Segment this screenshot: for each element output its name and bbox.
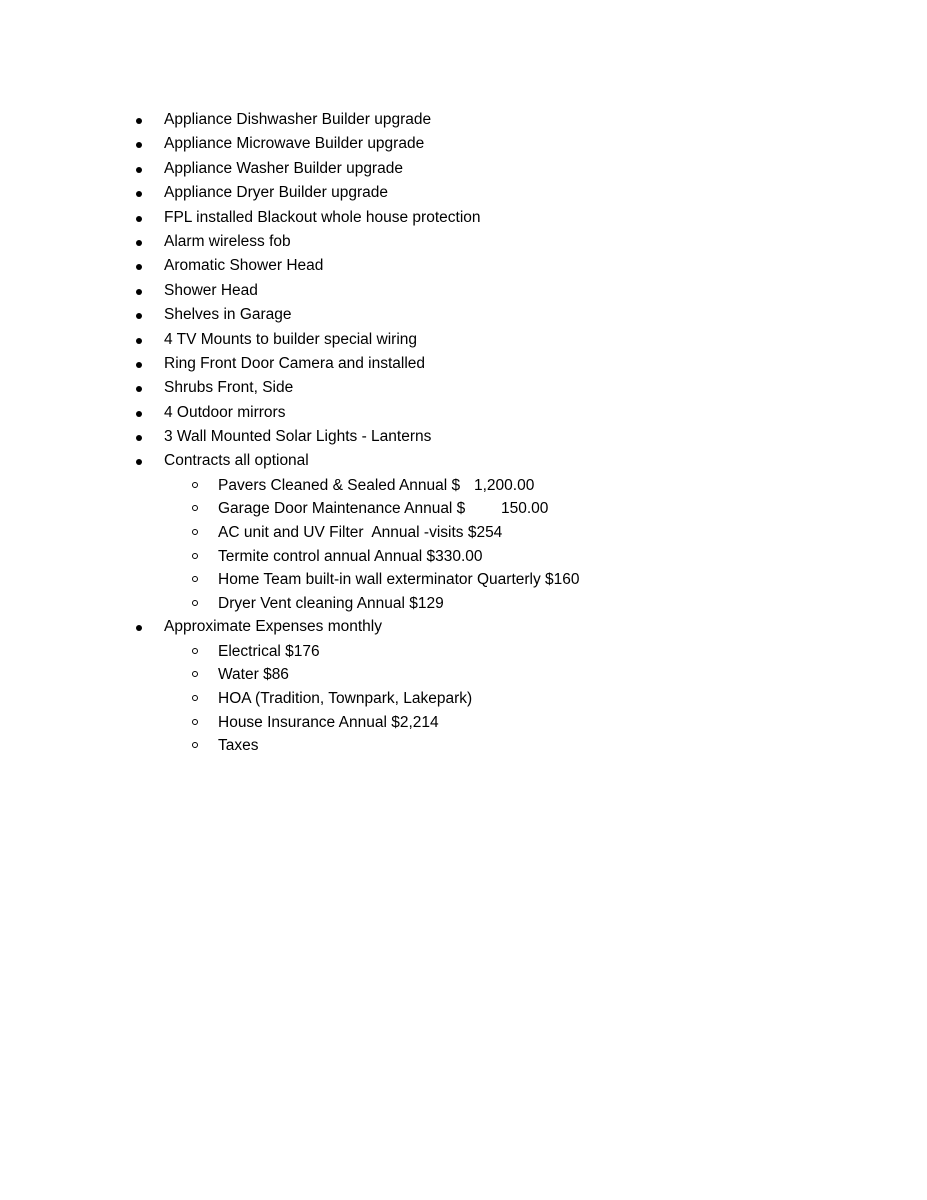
list-item — [0, 108, 927, 132]
item-text: 3 Wall Mounted Solar Lights - Lanterns — [164, 428, 432, 446]
contract-amount: 150.00 — [501, 500, 549, 518]
list-item — [0, 376, 927, 400]
sub-list-item — [0, 687, 927, 711]
hollow-bullet-icon — [192, 600, 198, 606]
item-text: Shelves in Garage — [164, 306, 292, 324]
item-text: Ring Front Door Camera and installed — [164, 354, 426, 372]
bullet-icon — [136, 240, 142, 246]
bullet-list — [0, 108, 927, 758]
item-text: Shrubs Front, Side — [164, 379, 294, 397]
expense-label: Electrical $176 — [218, 642, 320, 660]
item-text: Appliance Washer Builder upgrade — [164, 159, 403, 177]
sub-list-item — [0, 640, 927, 664]
expense-label: House Insurance Annual $2,214 — [218, 713, 439, 731]
hollow-bullet-icon — [192, 671, 198, 677]
contract-label: Termite control annual Annual $330.00 — [218, 547, 483, 565]
contract-amount: 1,200.00 — [474, 476, 535, 494]
list-item — [0, 206, 927, 230]
list-item — [0, 254, 927, 278]
bullet-icon — [136, 167, 142, 173]
bullet-icon — [136, 142, 142, 148]
list-item — [0, 157, 927, 181]
bullet-icon — [136, 459, 142, 465]
hollow-bullet-icon — [192, 553, 198, 559]
hollow-bullet-icon — [192, 742, 198, 748]
bullet-icon — [136, 289, 142, 295]
sub-list-item — [0, 711, 927, 735]
hollow-bullet-icon — [192, 719, 198, 725]
item-text: Contracts all optional — [164, 452, 309, 470]
list-item — [0, 279, 927, 303]
sub-list-item — [0, 734, 927, 758]
list-item-contracts — [0, 449, 927, 473]
list-item — [0, 132, 927, 156]
bullet-icon — [136, 362, 142, 368]
bullet-icon — [136, 338, 142, 344]
list-item — [0, 303, 927, 327]
list-item — [0, 230, 927, 254]
bullet-icon — [136, 264, 142, 270]
contract-label: Home Team built-in wall exterminator Quarterly $160 — [218, 571, 580, 589]
sub-list-item — [0, 474, 927, 498]
item-text: 4 Outdoor mirrors — [164, 403, 286, 421]
bullet-icon — [136, 625, 142, 631]
sub-list-item — [0, 592, 927, 616]
item-text: FPL installed Blackout whole house protection — [164, 208, 481, 226]
sub-list-item — [0, 663, 927, 687]
bullet-icon — [136, 313, 142, 319]
item-text: Appliance Microwave Builder upgrade — [164, 135, 425, 153]
sub-list-item — [0, 545, 927, 569]
bullet-icon — [136, 216, 142, 222]
list-item — [0, 401, 927, 425]
list-item — [0, 352, 927, 376]
item-text: Appliance Dryer Builder upgrade — [164, 184, 389, 202]
hollow-bullet-icon — [192, 505, 198, 511]
item-text: Aromatic Shower Head — [164, 257, 324, 275]
item-text: Approximate Expenses monthly — [164, 618, 382, 636]
hollow-bullet-icon — [192, 576, 198, 582]
expense-label: Water $86 — [218, 666, 289, 684]
hollow-bullet-icon — [192, 695, 198, 701]
bullet-icon — [136, 411, 142, 417]
bullet-icon — [136, 435, 142, 441]
sub-list-item — [0, 497, 927, 521]
item-text: Shower Head — [164, 281, 258, 299]
bullet-icon — [136, 118, 142, 124]
expense-label: HOA (Tradition, Townpark, Lakepark) — [218, 690, 473, 707]
item-text: 4 TV Mounts to builder special wiring — [164, 330, 418, 348]
bullet-icon — [136, 191, 142, 197]
sub-list-item — [0, 568, 927, 592]
list-item — [0, 425, 927, 449]
contract-label: Pavers Cleaned & Sealed Annual $ — [218, 476, 461, 494]
hollow-bullet-icon — [192, 529, 198, 535]
item-text: Appliance Dishwasher Builder upgrade — [164, 111, 432, 128]
contract-label: Dryer Vent cleaning Annual $129 — [218, 594, 444, 612]
contract-label: AC unit and UV Filter Annual -visits $254 — [218, 524, 503, 542]
item-text: Alarm wireless fob — [164, 232, 291, 250]
hollow-bullet-icon — [192, 648, 198, 654]
contract-label: Garage Door Maintenance Annual $ — [218, 500, 466, 518]
hollow-bullet-icon — [192, 482, 198, 488]
expense-label: Taxes — [218, 737, 259, 755]
list-item — [0, 181, 927, 205]
bullet-icon — [136, 386, 142, 392]
list-item-expenses — [0, 615, 927, 639]
list-item — [0, 328, 927, 352]
sub-list-item — [0, 521, 927, 545]
